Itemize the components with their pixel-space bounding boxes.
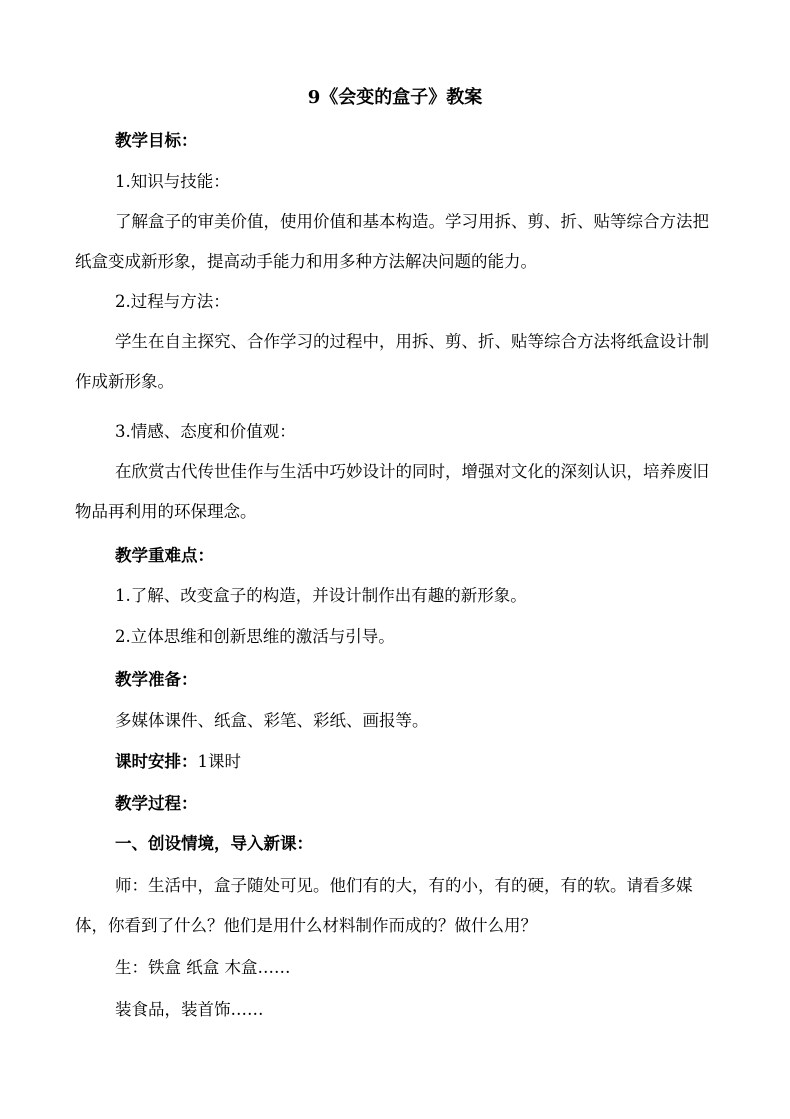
teacher-paragraph	[75, 866, 717, 946]
schedule-value: 1课时	[197, 752, 241, 771]
goal1-paragraph	[75, 202, 717, 282]
prep-heading: 教学准备：	[115, 670, 198, 689]
document-title: 9《会变的盒子》教案	[307, 87, 483, 108]
goals-heading: 教学目标：	[115, 131, 198, 150]
teacher-text: 师：生活中，盒子随处可见。他们有的大，有的小，有的硬，有的软。请看多媒体，你看到了什么？他们是用什么材料制作而成的？做什么用？	[75, 876, 693, 935]
goal3-paragraph	[75, 452, 717, 532]
prep-text: 多媒体课件、纸盒、彩笔、彩纸、画报等。	[115, 711, 429, 730]
goal1-text: 了解盒子的审美价值，使用价值和基本构造。学习用拆、剪、折、贴等综合方法把纸盒变成新形象，提高动手能力和用多种方法解决问题的能力。	[75, 212, 709, 271]
goal2-heading: 2.过程与方法：	[115, 292, 230, 311]
use-text: 装食品，装首饰……	[115, 1000, 264, 1019]
goal1-heading: 1.知识与技能：	[115, 172, 230, 191]
key-item-2: 2.立体思维和创新思维的激活与引导。	[115, 627, 395, 646]
goal3-heading: 3.情感、态度和价值观：	[115, 422, 296, 441]
process-heading: 教学过程：	[115, 794, 198, 813]
goal2-text: 学生在自主探究、合作学习的过程中，用拆、剪、折、贴等综合方法将纸盒设计制作成新形象。	[75, 332, 709, 391]
schedule-label: 课时安排：	[115, 752, 198, 771]
section1-heading: 一、创设情境，导入新课：	[115, 834, 313, 853]
goal3-text: 在欣赏古代传世佳作与生活中巧妙设计的同时，增强对文化的深刻认识，培养废旧物品再利用的环保理念。	[75, 462, 709, 521]
student-text: 生：铁盒 纸盒 木盒……	[115, 958, 291, 977]
key-item-1: 1.了解、改变盒子的构造，并设计制作出有趣的新形象。	[115, 586, 527, 605]
goal2-paragraph	[75, 322, 717, 402]
schedule-line	[115, 752, 241, 772]
key-heading: 教学重难点：	[115, 546, 214, 565]
